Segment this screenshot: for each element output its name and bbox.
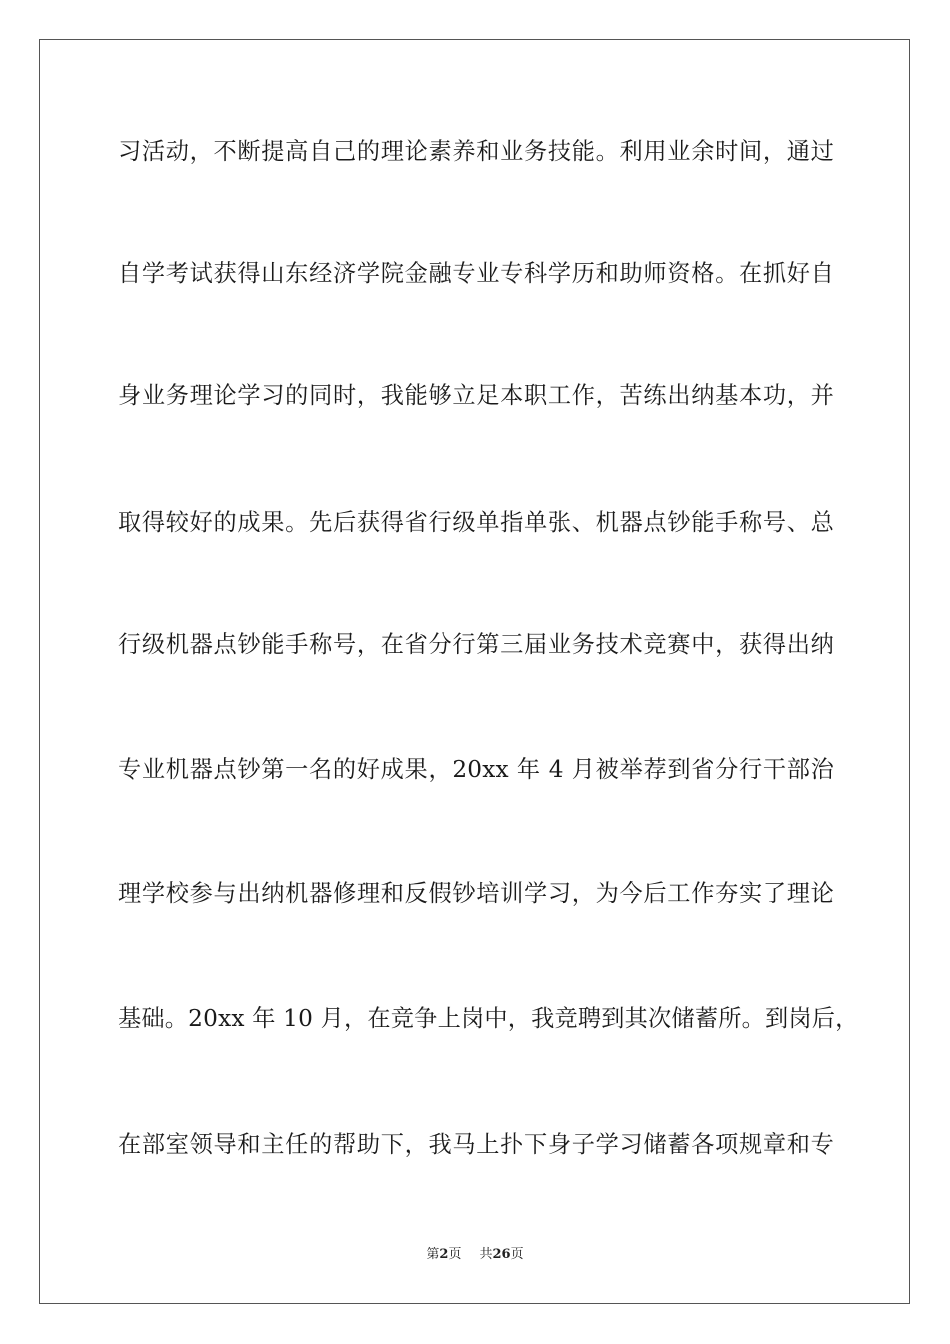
body-text-line-9: 在部室领导和主任的帮助下，我马上扑下身子学习储蓄各项规章和专 — [118, 1131, 834, 1158]
body-text-line-4: 取得较好的成果。先后获得省行级单指单张、机器点钞能手称号、总 — [118, 509, 834, 536]
page-prefix: 第 — [426, 1247, 440, 1262]
total-prefix: 共 — [479, 1247, 493, 1262]
total-suffix: 页 — [510, 1247, 524, 1262]
page-border — [39, 39, 910, 1304]
body-text-line-5: 行级机器点钞能手称号，在省分行第三届业务技术竞赛中，获得出纳 — [118, 631, 834, 658]
body-text-line-7: 理学校参与出纳机器修理和反假钞培训学习，为今后工作夯实了理论 — [118, 880, 834, 907]
body-text-line-8: 基础。20xx 年 10 月，在竞争上岗中，我竞聘到其次储蓄所。到岗后， — [118, 1005, 859, 1032]
page-footer — [0, 1246, 950, 1264]
body-text-line-1: 习活动，不断提高自己的理论素养和业务技能。利用业余时间，通过 — [118, 138, 834, 165]
body-text-line-2: 自学考试获得山东经济学院金融专业专科学历和助师资格。在抓好自 — [118, 260, 834, 287]
total-pages: 26 — [492, 1247, 511, 1262]
page-suffix: 页 — [448, 1247, 462, 1262]
body-text-line-3: 身业务理论学习的同时，我能够立足本职工作，苦练出纳基本功，并 — [118, 382, 834, 409]
body-text-line-6: 专业机器点钞第一名的好成果，20xx 年 4 月被举荐到省分行干部治 — [118, 756, 834, 783]
page-number: 2 — [439, 1247, 449, 1262]
